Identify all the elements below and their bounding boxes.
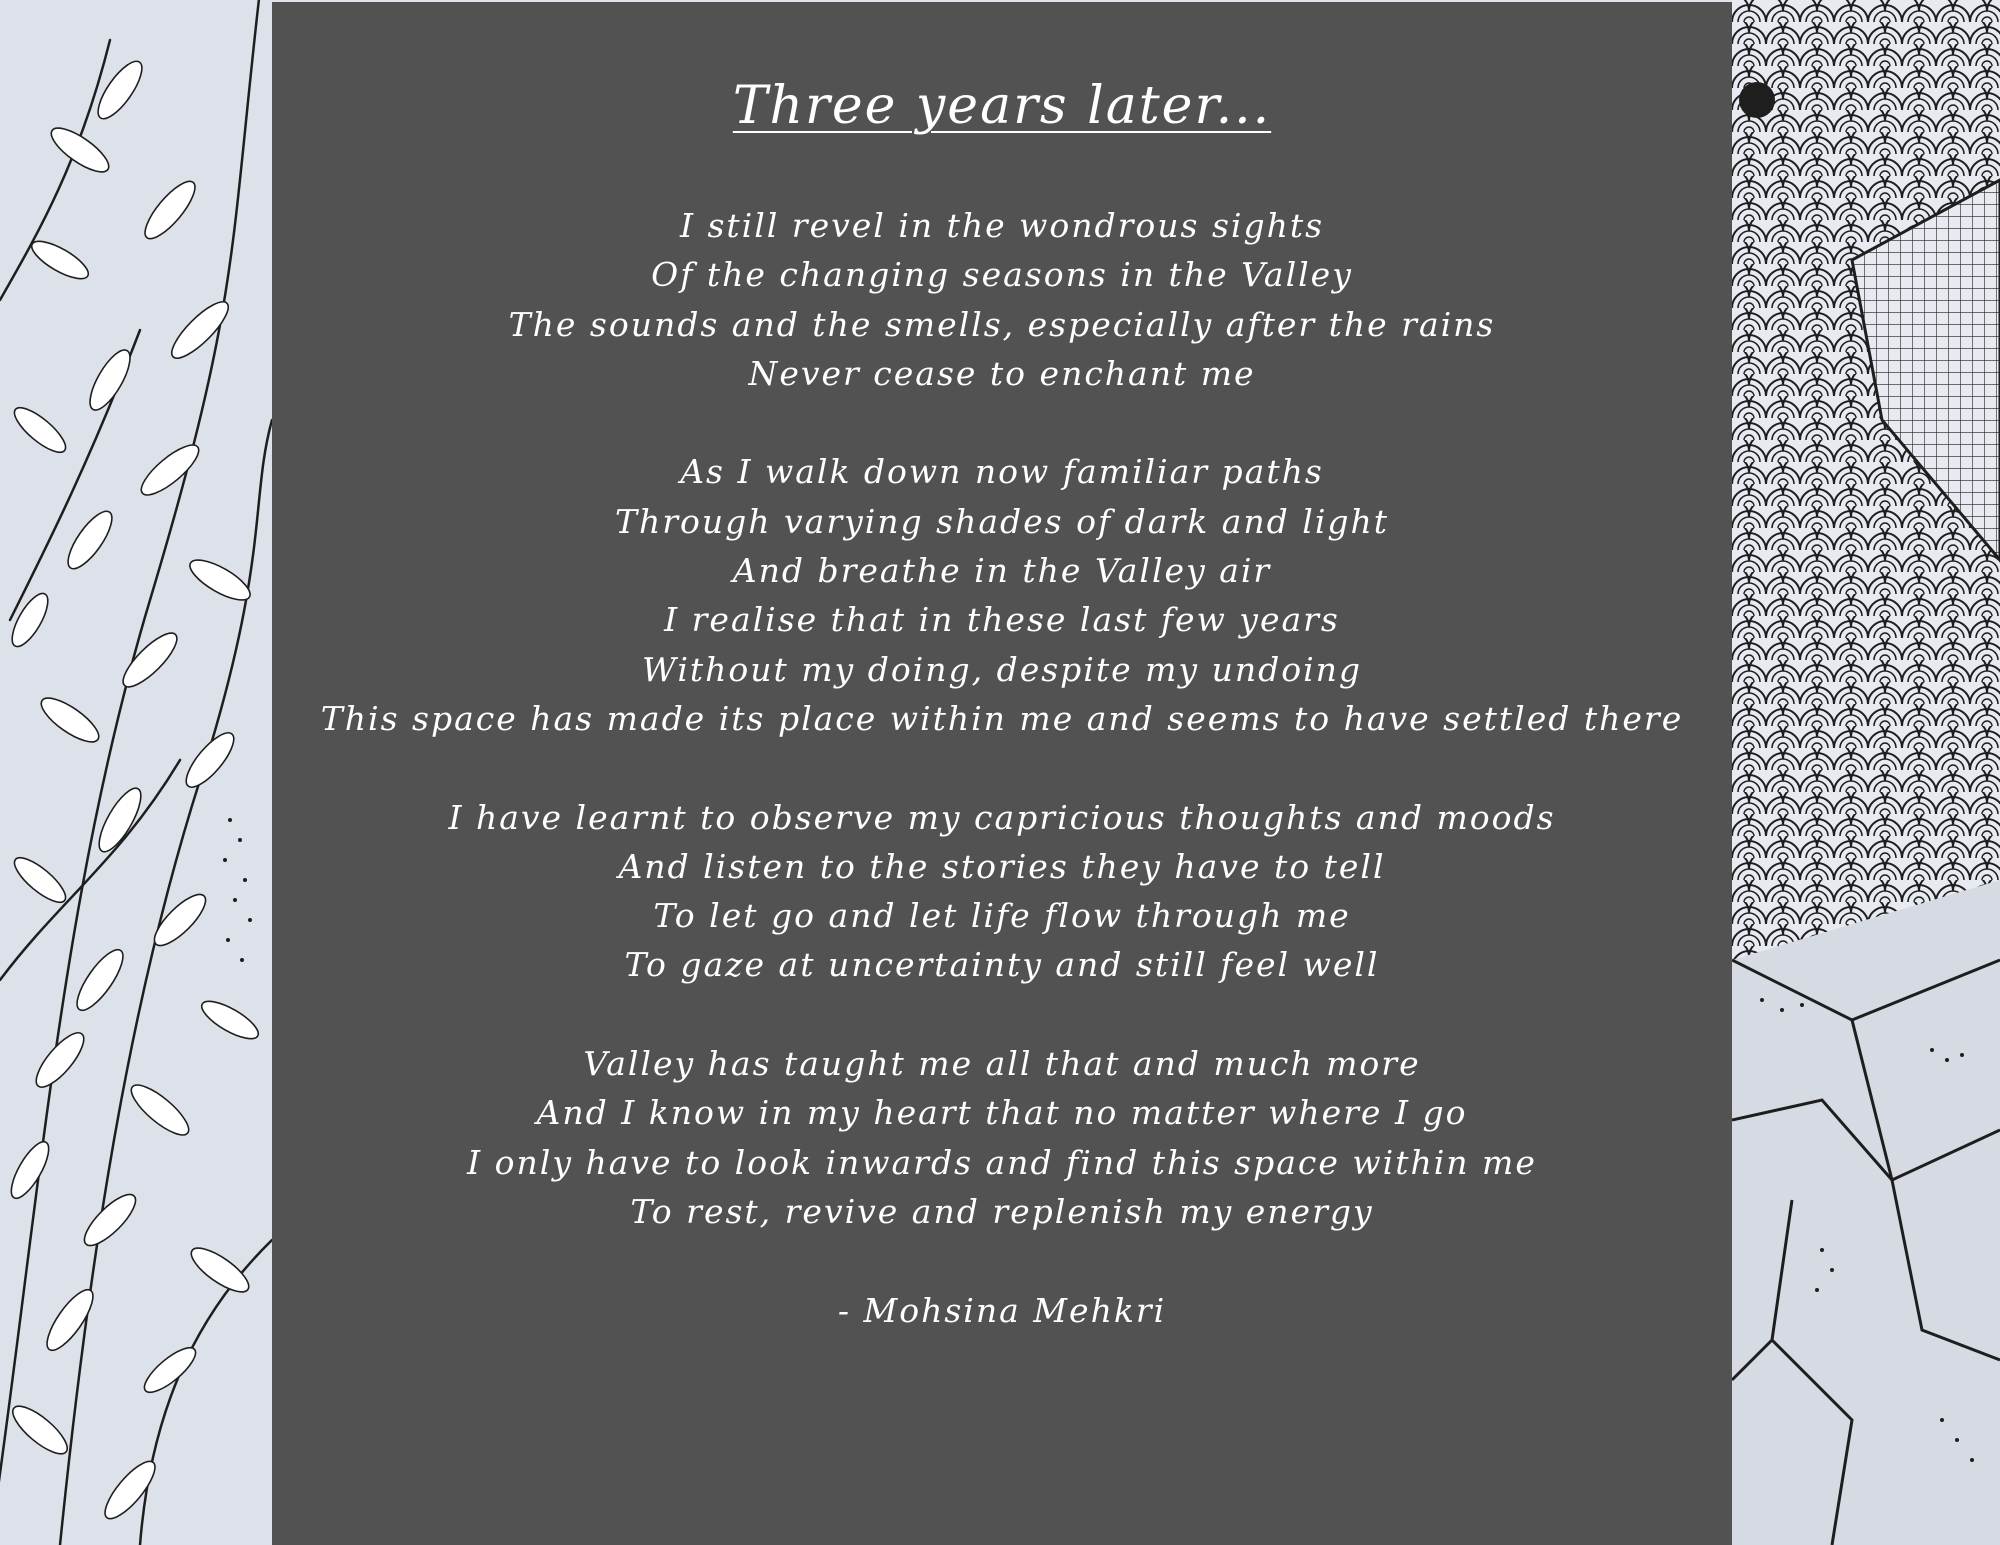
stanza-1 <box>272 201 1732 398</box>
poem-line: To let go and let life flow through me <box>653 896 1351 936</box>
poem-line: To rest, revive and replenish my energy <box>630 1191 1374 1231</box>
poem-line: Through varying shades of dark and light <box>614 501 1390 541</box>
botanical-drawing <box>0 0 272 1545</box>
poem-line: And breathe in the Valley air <box>732 551 1272 591</box>
zentangle-drawing <box>1732 0 2000 1545</box>
stanza-break <box>272 1236 1732 1285</box>
poem-line: I have learnt to observe my capricious thoughts and moods <box>448 797 1556 837</box>
poem-line: The sounds and the smells, especially after the rains <box>508 304 1496 344</box>
right-pattern-artwork <box>1732 0 2000 1545</box>
stanza-break <box>272 398 1732 447</box>
poem-line: And listen to the stories they have to tell <box>618 846 1386 886</box>
poem-line: Valley has taught me all that and much more <box>583 1044 1421 1084</box>
poem-line: To gaze at uncertainty and still feel well <box>624 945 1380 985</box>
stanza-break <box>272 743 1732 792</box>
poem-line: And I know in my heart that no matter where I go <box>536 1093 1468 1133</box>
poem-body <box>272 201 1732 1335</box>
poem-panel <box>272 2 1732 1545</box>
stanza-break <box>272 990 1732 1039</box>
poem-line: Of the changing seasons in the Valley <box>651 255 1353 295</box>
left-botanical-artwork <box>0 0 272 1545</box>
stanza-2 <box>272 447 1732 743</box>
stanza-3 <box>272 793 1732 990</box>
poem-line: Without my doing, despite my undoing <box>641 649 1362 689</box>
stanza-4 <box>272 1039 1732 1236</box>
author-signature: - Mohsina Mehkri <box>837 1290 1167 1330</box>
poem-line: Never cease to enchant me <box>748 353 1256 393</box>
poem-line: As I walk down now familiar paths <box>680 452 1324 492</box>
poem-line: I only have to look inwards and find this space within me <box>467 1142 1537 1182</box>
poem-title: Three years later... <box>732 76 1272 136</box>
poem-line: I still revel in the wondrous sights <box>679 206 1325 245</box>
poem-line: I realise that in these last few years <box>664 600 1340 640</box>
poem-line: This space has made its place within me and seems to have settled there <box>320 698 1684 738</box>
